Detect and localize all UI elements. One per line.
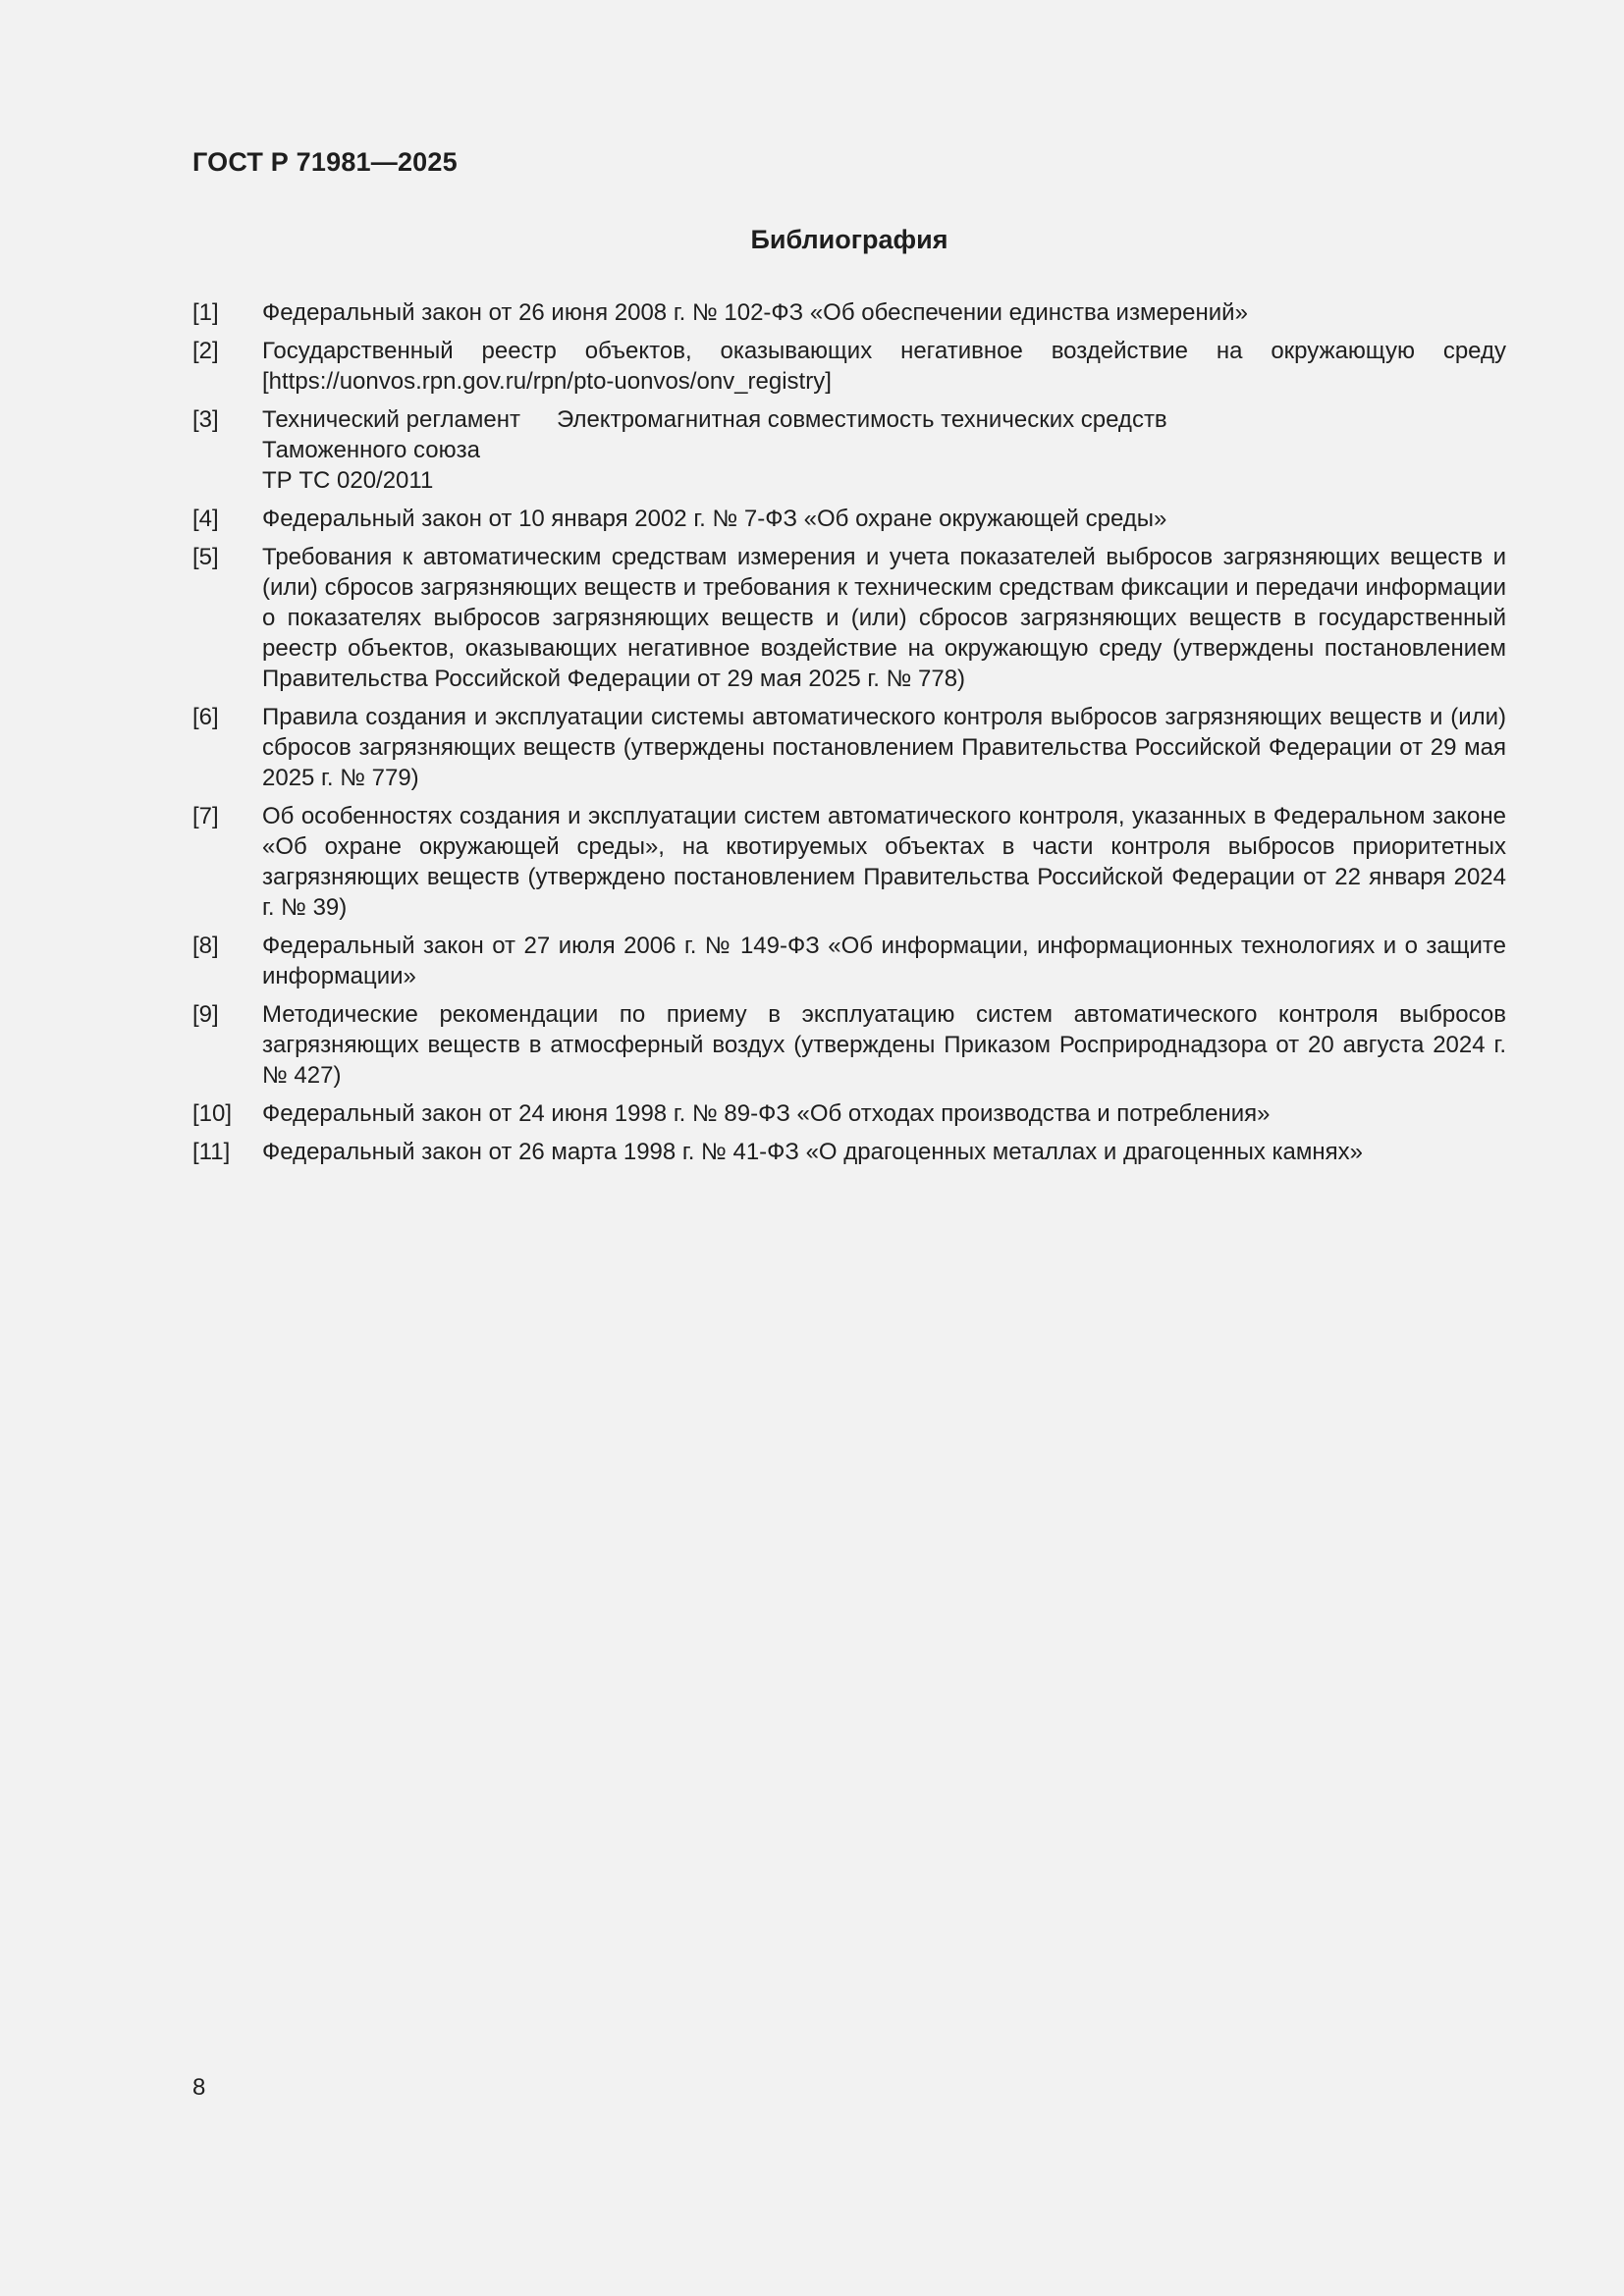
reference-number: [3] [192, 406, 219, 433]
bibliography-item [192, 801, 1506, 923]
technical-regulation-reference [262, 404, 1506, 496]
reference-text: Федеральный закон от 26 июня 2008 г. № 102-ФЗ «Об обеспечении единства измерений» [262, 299, 1248, 326]
regulation-union-label: Таможенного союза [262, 437, 480, 463]
regulation-title: Электромагнитная совместимость технических средств [557, 406, 1167, 433]
reference-text: Об особенностях создания и эксплуатации систем автоматического контроля, указанных в Федеральном законе «Об охране окружающей среды», на квотируемых объектах в части контроля выбросов приоритетных загрязняющих веществ (утверждено постановлением Правительства Российской Федерации от 22 января 2024 г. № 39) [262, 803, 1506, 921]
reference-text: Федеральный закон от 27 июля 2006 г. № 149-ФЗ «Об информации, информационных технологиях и о защите информации» [262, 933, 1506, 989]
bibliography-item [192, 702, 1506, 793]
regulation-code: ТР ТС 020/2011 [262, 467, 434, 494]
reference-text: Правила создания и эксплуатации системы автоматического контроля выбросов загрязняющих веществ и (или) сбросов загрязняющих веществ (утверждены постановлением Правительства Российской Федерации от 29 мая 2025 г. № 779) [262, 704, 1506, 791]
reference-number: [2] [192, 338, 219, 364]
bibliography-item [192, 404, 1506, 496]
reference-number: [10] [192, 1100, 233, 1127]
document-code: ГОСТ Р 71981—2025 [192, 147, 458, 177]
bibliography-item [192, 1098, 1506, 1129]
reference-number: [11] [192, 1139, 231, 1165]
reference-number: [7] [192, 803, 219, 829]
reference-text: Федеральный закон от 26 марта 1998 г. № 41-ФЗ «О драгоценных металлах и драгоценных камнях» [262, 1139, 1363, 1165]
bibliography-item [192, 504, 1506, 534]
reference-text: Государственный реестр объектов, оказывающих негативное воздействие на окружающую среду [https://uonvos.rpn.gov.ru/rpn/pto-uonvos/onv_registry] [262, 338, 1506, 395]
bibliography-item [192, 297, 1506, 328]
page-number: 8 [192, 2074, 206, 2101]
reference-text: Методические рекомендации по приему в эксплуатацию систем автоматического контроля выбросов загрязняющих веществ в атмосферный воздух (утверждены Приказом Росприроднадзора от 20 августа 2024 г. № 427) [262, 1001, 1506, 1089]
section-title: Библиография [750, 225, 948, 254]
reference-number: [6] [192, 704, 219, 730]
bibliography-item [192, 336, 1506, 397]
bibliography-item [192, 931, 1506, 991]
bibliography-item [192, 542, 1506, 694]
bibliography-item [192, 1137, 1506, 1167]
reference-number: [8] [192, 933, 219, 959]
regulation-type-label: Технический регламент [262, 406, 520, 433]
reference-text: Требования к автоматическим средствам измерения и учета показателей выбросов загрязняющих веществ и (или) сбросов загрязняющих веществ и требования к техническим средствам фиксации и передачи информации о показателях выбросов загрязняющих веществ и (или) сбросов загрязняющих веществ в государственный реестр объектов, оказывающих негативное воздействие на окружающую среду (утверждены постановлением Правительства Российской Федерации от 29 мая 2025 г. № 778) [262, 544, 1506, 692]
reference-number: [9] [192, 1001, 219, 1028]
reference-text: Федеральный закон от 10 января 2002 г. № 7-ФЗ «Об охране окружающей среды» [262, 506, 1167, 532]
reference-text: Федеральный закон от 24 июня 1998 г. № 89-ФЗ «Об отходах производства и потребления» [262, 1100, 1271, 1127]
bibliography-list [192, 297, 1506, 1175]
reference-number: [1] [192, 299, 219, 326]
reference-number: [4] [192, 506, 219, 532]
bibliography-item [192, 999, 1506, 1091]
reference-number: [5] [192, 544, 219, 570]
